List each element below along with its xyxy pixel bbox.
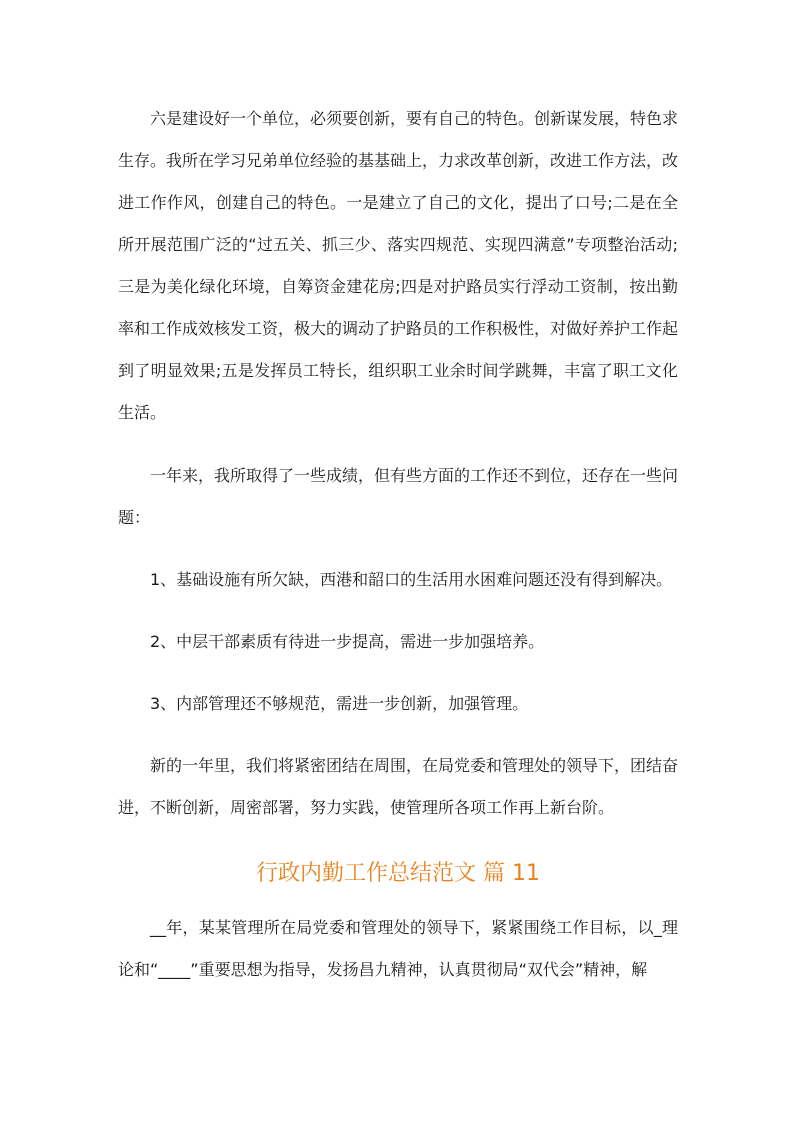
paragraph-problem-1: 1、基础设施有所欠缺，西港和韶口的生活用水困难问题还没有得到解决。: [150, 570, 673, 589]
paragraph-problem-3: 3、内部管理还不够规范，需进一步创新，加强管理。: [150, 694, 529, 713]
paragraph-innovation: 六是建设好一个单位，必须要创新，要有自己的特色。创新谋发展，特色求生存。我所在学习兄弟单位经验的基基础上，力求改革创新，改进工作方法，改进工作作风，创建自己的特色。一是建立了自己的文化，提出了口号;二是在全所开展范围广泛的“过五关、抓三少、落实四规范、实现四满意”专项整治活动;三是为美化绿化环境，自筹资金建花房;四是对护路员实行浮动工资制，按出勤率和工作成效核发工资，极大的调动了护路员的工作积极性，对做好养护工作起到了明显效果;五是发挥员工特长，组织职工业余时间学跳舞，丰富了职工文化生活。: [118, 109, 679, 422]
paragraph-problem-2: 2、中层干部素质有待进一步提高，需进一步加强培养。: [150, 632, 545, 651]
section-heading: 行政内勤工作总结范文 篇 11: [256, 861, 540, 886]
paragraph-new-year: 新的一年里，我们将紧密团结在周围，在局党委和管理处的领导下，团结奋进，不断创新，周密部署，努力实践，使管理所各项工作再上新台阶。: [118, 756, 679, 817]
paragraph-problems-intro: 一年来，我所取得了一些成绩，但有些方面的工作还不到位，还存在一些问题：: [118, 466, 679, 527]
document-page: [118, 98, 678, 991]
paragraph-section-11-intro: __年，某某管理所在局党委和管理处的领导下，紧紧围绕工作目标，以_理论和“____”重要思想为指导，发扬昌九精神，认真贯彻局“双代会”精神，解: [118, 918, 678, 979]
